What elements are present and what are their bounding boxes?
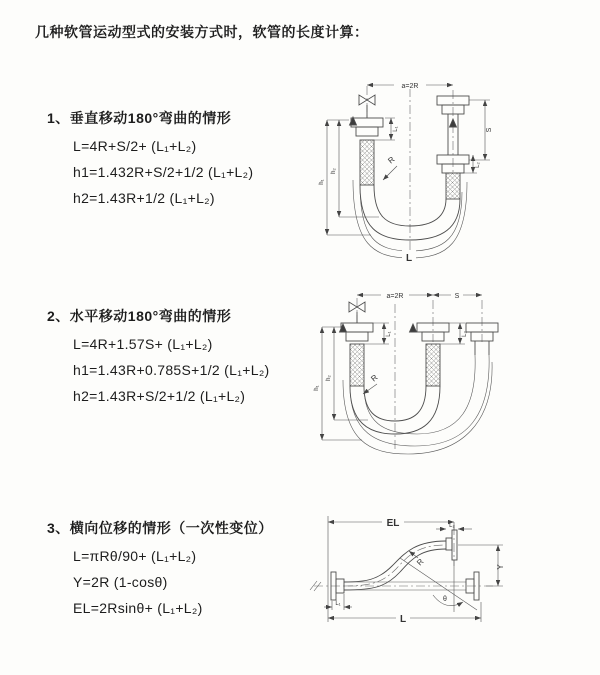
centerlines <box>357 298 482 450</box>
section-2-formula-L: L=4R+1.57S+ (L₁+L₂) <box>73 336 213 352</box>
hose-phantom <box>364 355 475 434</box>
section-3-heading: 3、横向位移的情形（一次性变位） <box>47 520 273 536</box>
section-2-heading: 2、水平移动180°弯曲的情形 <box>47 308 232 324</box>
centerlines <box>367 86 453 262</box>
section-1-formula-h2: h2=1.43R+1/2 (L₁+L₂) <box>73 190 215 206</box>
diagram-lateral-displacement <box>300 500 600 640</box>
dim-label-span: a=2R <box>401 83 419 90</box>
hose-assembly <box>350 95 470 258</box>
section-3-formula-Y: Y=2R (1-cosθ) <box>73 574 168 590</box>
dim-label-end2: L₂ <box>462 331 468 337</box>
dim-label-h1: h₁ <box>314 385 320 391</box>
section-3-formula-EL: EL=2Rsinθ+ (L₁+L₂) <box>73 600 203 616</box>
diagram-vertical-180-bend <box>313 70 588 265</box>
section-2-formula-h2: h2=1.43R+S/2+1/2 (L₁+L₂) <box>73 388 246 404</box>
section-1-formula-h1: h1=1.432R+S/2+1/2 (L₁+L₂) <box>73 164 254 180</box>
dim-label-length: L <box>405 253 413 264</box>
dimensions <box>314 289 482 440</box>
braid-section <box>426 344 440 386</box>
construction-line <box>400 558 477 610</box>
dim-label-end2: L₂ <box>475 162 481 168</box>
dim-label-offset: Y <box>496 564 505 570</box>
hose-curve <box>344 549 446 590</box>
dim-label-span: a=2R <box>386 293 404 300</box>
dimensions <box>319 79 493 264</box>
dim-label-end1: L₁ <box>335 601 341 607</box>
hose-curve <box>344 541 446 582</box>
dimensions <box>324 516 505 625</box>
dim-label-angle: θ <box>443 596 447 603</box>
up-arrow-icon <box>340 324 347 332</box>
dim-label-radius: R <box>415 557 426 568</box>
section-2-formula-h1: h1=1.43R+0.785S+1/2 (L₁+L₂) <box>73 362 270 378</box>
dim-label-el: EL <box>386 518 400 529</box>
dim-label-h2: h₂ <box>331 168 337 174</box>
dim-label-h1: h₁ <box>319 179 325 185</box>
centerlines <box>314 526 494 586</box>
dim-label-radius: R <box>369 372 380 384</box>
dim-label-length: L <box>399 614 407 625</box>
braid-section <box>350 344 364 386</box>
braid-section <box>360 140 374 185</box>
up-arrow-icon <box>410 324 417 332</box>
hose-assembly <box>340 302 499 454</box>
dim-label-end1: L₁ <box>393 126 399 132</box>
diagram-horizontal-180-bend <box>310 282 600 457</box>
section-1-formula-L: L=4R+S/2+ (L₁+L₂) <box>73 138 197 154</box>
dim-label-stroke: S <box>454 293 460 300</box>
page-title: 几种软管运动型式的安装方式时，软管的长度计算： <box>35 24 369 40</box>
dim-label-end2: L₂ <box>449 523 455 529</box>
dim-label-end1: L₁ <box>386 331 392 337</box>
braid-section <box>446 173 460 199</box>
dim-label-radius: R <box>386 154 397 166</box>
section-1-heading: 1、垂直移动180°弯曲的情形 <box>47 110 232 126</box>
section-3-formula-L: L=πRθ/90+ (L₁+L₂) <box>73 548 197 564</box>
up-arrow-icon <box>450 119 457 127</box>
dim-label-stroke: S <box>486 127 493 133</box>
hose-phantom <box>350 355 489 446</box>
dim-label-h2: h₂ <box>326 375 332 381</box>
flange <box>452 530 457 560</box>
hose-phantom <box>343 362 492 454</box>
hose-assembly <box>310 530 479 612</box>
